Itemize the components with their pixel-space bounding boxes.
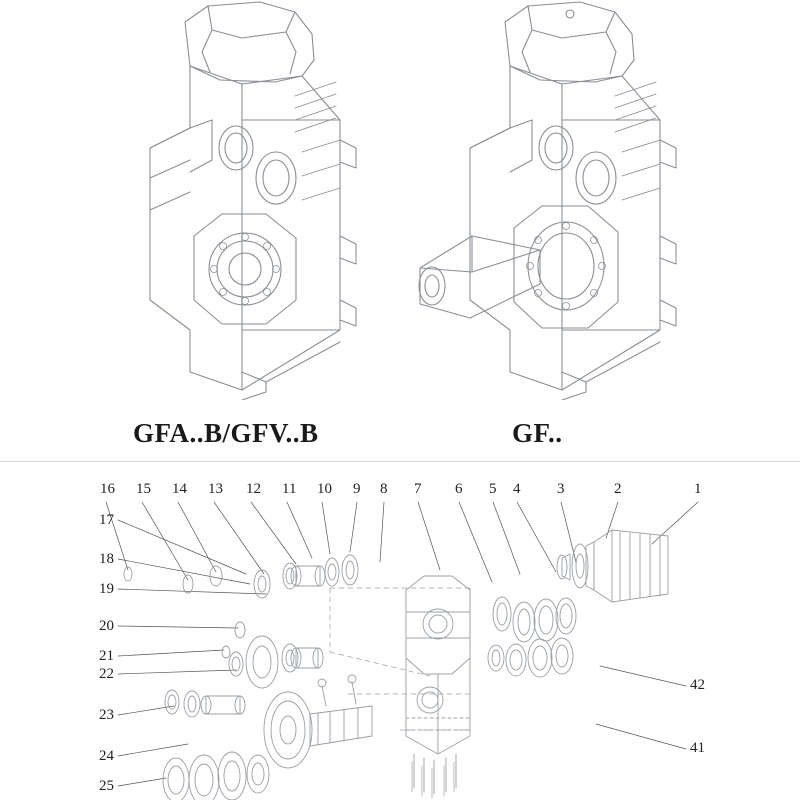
gfa-b-gfv-b-drawing bbox=[90, 0, 390, 400]
callout-25: 25 bbox=[99, 778, 114, 794]
callout-19: 19 bbox=[99, 581, 114, 597]
callout-11: 11 bbox=[282, 481, 297, 497]
callout-17: 17 bbox=[99, 512, 114, 528]
gearbox-housing-outline bbox=[419, 2, 676, 400]
callout-42: 42 bbox=[690, 677, 705, 693]
gf-drawing bbox=[410, 0, 710, 400]
callout-14: 14 bbox=[172, 481, 187, 497]
rings-group-right bbox=[488, 597, 576, 677]
caption-gf: GF.. bbox=[512, 418, 563, 448]
callout-3: 3 bbox=[557, 481, 565, 497]
callout-16: 16 bbox=[100, 481, 115, 497]
callout-18: 18 bbox=[99, 551, 114, 567]
callout-8: 8 bbox=[380, 481, 388, 497]
callout-9: 9 bbox=[353, 481, 361, 497]
callout-24: 24 bbox=[99, 748, 114, 764]
callout-23: 23 bbox=[99, 707, 114, 723]
housing-body bbox=[406, 576, 470, 794]
callout-1: 1 bbox=[694, 481, 702, 497]
caption-gfa-b-gfv-b: GFA..B/GFV..B bbox=[133, 418, 319, 448]
callout-5: 5 bbox=[489, 481, 497, 497]
callout-15: 15 bbox=[136, 481, 151, 497]
callout-22: 22 bbox=[99, 666, 114, 682]
callout-6: 6 bbox=[455, 481, 463, 497]
motor-adapter-group bbox=[557, 530, 668, 602]
callout-12: 12 bbox=[246, 481, 261, 497]
callout-13: 13 bbox=[208, 481, 223, 497]
callout-2: 2 bbox=[614, 481, 622, 497]
gearbox-housing-outline bbox=[150, 2, 356, 400]
callout-41: 41 bbox=[690, 740, 705, 756]
exploded-parts-illustration bbox=[0, 462, 800, 800]
callout-4: 4 bbox=[513, 481, 521, 497]
callout-20: 20 bbox=[99, 618, 114, 634]
exploded-view-section bbox=[0, 462, 800, 800]
callout-21: 21 bbox=[99, 648, 114, 664]
callout-10: 10 bbox=[317, 481, 332, 497]
callout-7: 7 bbox=[414, 481, 422, 497]
